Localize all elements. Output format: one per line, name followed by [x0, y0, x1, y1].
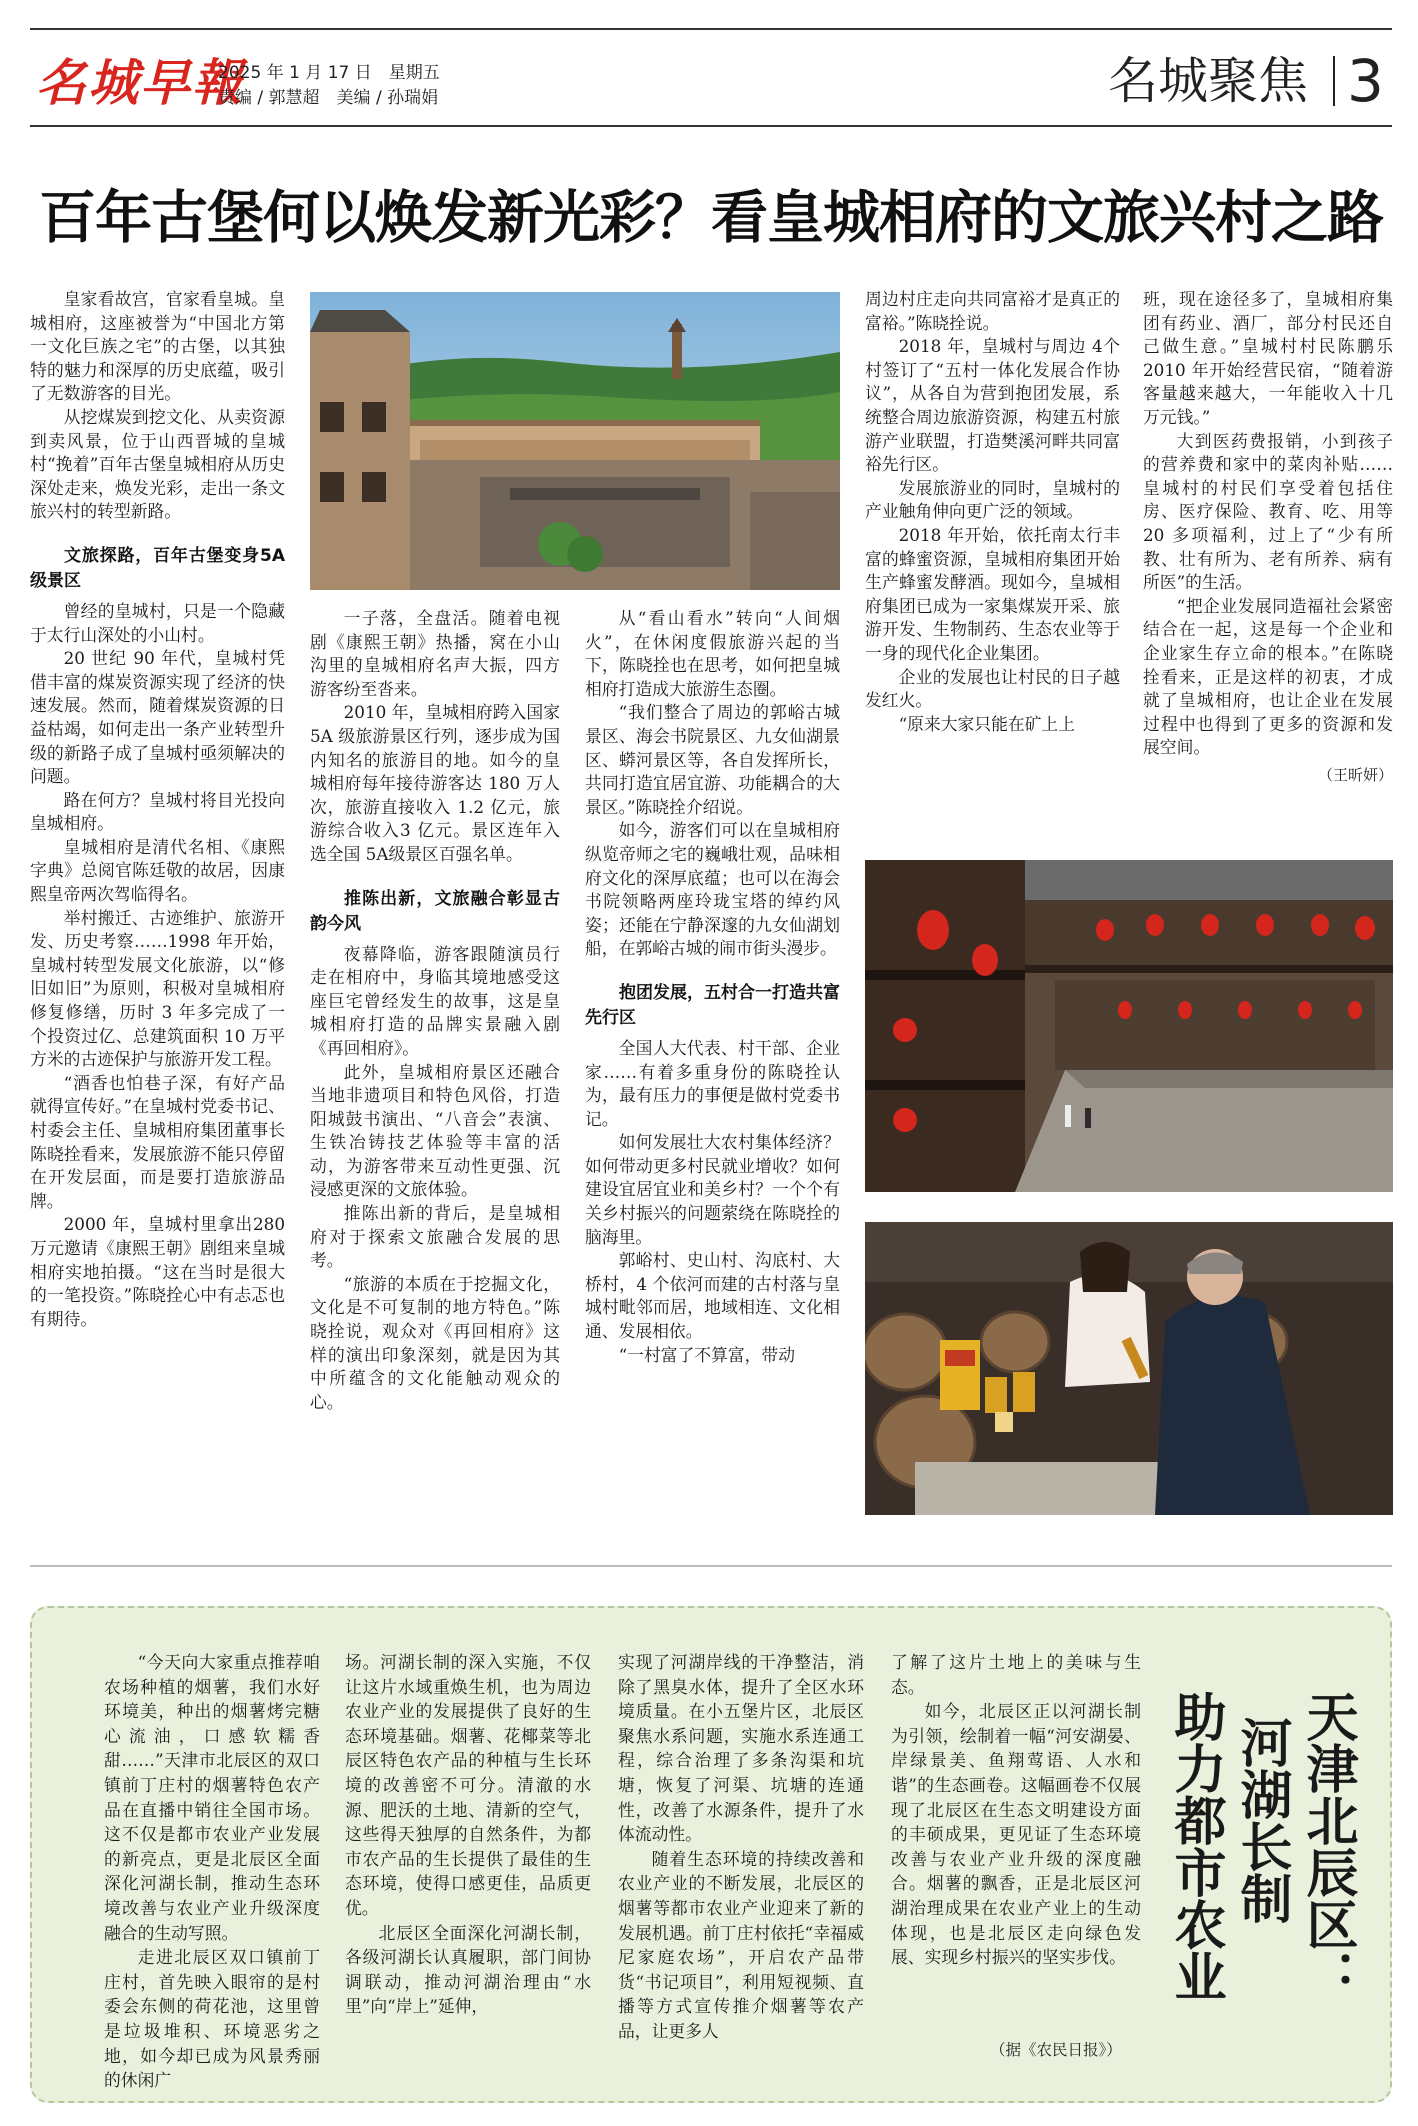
paragraph: 2018 年开始，依托南太行丰富的蜂蜜资源，皇城相府集团开始生产蜂蜜发酵酒。现如今，皇城相府集团已成为一家集煤炭开采、旅游开发、生物制药、生态农业等于一身的现代化企业集团。: [865, 524, 1120, 663]
paragraph-continued: 周边村庄走向共同富裕才是真正的富裕。”陈晓拴说。: [865, 289, 1120, 333]
winery-cellar-photo: [865, 1222, 1393, 1515]
paragraph-continued: 班，现在途径多了，皇城相府集团有药业、酒厂，部分村民还自己做生意。”皇城村村民陈鹏乐 2010 年开始经营民宿，“随着游客量越来越大，一年能收入十几万元钱。”: [1143, 289, 1393, 427]
castle-village-photo: [310, 292, 840, 590]
author-byline: （王昕妍）: [1317, 765, 1393, 784]
paragraph: 全国人大代表、村干部、企业家……有着多重身份的陈晓拴认为，最有压力的事便是做村党委书记。: [585, 1037, 840, 1129]
section-separator: [1333, 56, 1335, 106]
paragraph: 曾经的皇城村，只是一个隐藏于太行山深处的小山村。: [30, 600, 285, 645]
paragraph: 随着生态环境的持续改善和农业产业的不断发展，北辰区的烟薯等都市农业产业迎来了新的发展机遇。前丁庄村依托“幸福威尼家庭农场”，开启农产品带货“书记项目”，利用短视频、直播等方式宣传推介烟薯等农产品，让更多人: [618, 1848, 864, 2041]
section-subheading: 文旅探路，百年古堡变身5A 级景区: [30, 545, 285, 591]
paragraph-continued: 了解了这片土地上的美味与生态。: [891, 1652, 1141, 1697]
paragraph: “旅游的本质在于挖掘文化，文化是不可复制的地方特色。”陈晓拴说，观众对《再回相府》这样的演出印象深刻，就是因为其中所蕴含的文化能触动观众的心。: [310, 1273, 560, 1412]
courtyard-lanterns-photo: [865, 860, 1393, 1192]
article-column-5: [1143, 288, 1393, 838]
article-column-4: [865, 288, 1120, 838]
paragraph: 2000 年，皇城村里拿出280 万元邀请《康熙王朝》剧组来皇城相府实地拍摄。“这在当时是很大的一笔投资。”陈晓拴心中有忐忑也有期待。: [30, 1214, 285, 1329]
box-vertical-title: [1162, 1690, 1392, 2050]
paragraph: “酒香也怕巷子深，有好产品就得宣传好。”在皇城村党委书记、村委会主任、皇城相府集团董事长陈晓拴看来，发展旅游不能只停留在开发层面，而是要打造旅游品牌。: [30, 1072, 285, 1211]
header-top-rule: [30, 28, 1392, 30]
paragraph: 此外，皇城相府景区还融合当地非遗项目和特色风俗，打造阳城鼓书演出、“八音会”表演、生铁冶铸技艺体验等丰富的活动，为游客带来互动性更强、沉浸感更深的文旅体验。: [310, 1061, 560, 1200]
section-divider: [30, 1565, 1392, 1567]
box-title-line-3: 助力都市农业: [1165, 1690, 1225, 2002]
paragraph: 发展旅游业的同时，皇城村的产业触角伸向更广泛的领域。: [865, 477, 1120, 522]
paragraph: 皇家看故宫，官家看皇城。皇城相府，这座被誉为“中国北方第一文化巨族之宅”的古堡，以其独特的魅力和深厚的历史底蕴，吸引了无数游客的目光。: [30, 289, 285, 404]
paragraph: “把企业发展同造福社会紧密结合在一起，这是每一个企业和企业家生存立命的根本。”在陈晓拴看来，正是这样的初衷，才成就了皇城相府，也让企业在发展过程中也得到了更多的资源和发展空间。: [1143, 595, 1393, 758]
paragraph: 2010 年，皇城相府跨入国家 5A 级旅游景区行列，逐步成为国内知名的旅游目的地。如今的皇城相府每年接待游客达 180 万人次，旅游直接收入 1.2 亿元，旅游综合收入3 亿元。景区连年入选全国 5A级景区百强名单。: [310, 702, 560, 864]
paragraph: 皇城相府是清代名相、《康熙字典》总阅官陈廷敬的故居，因康熙皇帝两次驾临得名。: [30, 836, 285, 905]
paragraph: 如今，北辰区正以河湖长制为引领，绘制着一幅“河安湖晏、岸绿景美、鱼翔莺语、人水和谐”的生态画卷。这幅画卷不仅展现了北辰区在生态文明建设方面的丰硕成果，更见证了生态环境改善与农业产业升级的深度融合。烟薯的飘香，正是北辰区河湖治理成果在农业产业上的生动体现，也是北辰区走向绿色发展、实现乡村振兴的坚实步伐。: [891, 1701, 1141, 1968]
article-column-3: [585, 607, 840, 1523]
paragraph: 从“看山看水”转向“人间烟火”，在休闲度假旅游兴起的当下，陈晓拴也在思考，如何把皇城相府打造成大旅游生态圈。: [585, 608, 840, 699]
section-title: 名城聚焦: [1108, 52, 1308, 110]
castle-village-illustration: [310, 292, 840, 590]
paragraph: 20 世纪 90 年代，皇城村凭借丰富的煤炭资源实现了经济的快速发展。然而，随着煤炭资源的日益枯竭，如何走出一条产业转型升级的新路子成了皇城村亟须解决的问题。: [30, 648, 285, 787]
paragraph: 夜幕降临，游客跟随演员行走在相府中，身临其境地感受这座巨宅曾经发生的故事，这是皇城相府打造的品牌实景融入剧《再回相府》。: [310, 943, 560, 1058]
box-column-3: [618, 1650, 864, 2090]
paragraph: “一村富了不算富，带动: [618, 1344, 795, 1365]
box-column-1: [104, 1650, 320, 2090]
newspaper-masthead: 名城早報: [36, 53, 244, 112]
box-title-line-2: 河湖长制: [1231, 1716, 1291, 1924]
paragraph: 如何发展壮大农村集体经济？如何带动更多村民就业增收？如何建设宜居宜业和美乡村？一个个有关乡村振兴的问题萦绕在陈晓拴的脑海里。: [585, 1132, 840, 1247]
paragraph: 郭峪村、史山村、沟底村、大桥村，4 个依河而建的古村落与皇城村毗邻而居，地域相连、文化相通、发展相依。: [585, 1250, 840, 1342]
paragraph: 如今，游客们可以在皇城相府纵览帝师之宅的巍峨壮观，品味相府文化的深厚底蕴；也可以在海会书院领略两座玲珑宝塔的绰约风姿；还能在宁静深邃的九女仙湖划船，在郭峪古城的闹市街头漫步。: [585, 820, 840, 959]
winery-illustration: [865, 1222, 1393, 1515]
header-bottom-rule: [30, 125, 1392, 127]
paragraph: 推陈出新的背后，是皇城相府对于探索文旅融合发展的思考。: [310, 1203, 560, 1271]
box-column-2: [345, 1650, 591, 2090]
paragraph: “我们整合了周边的郭峪古城景区、海会书院景区、九女仙湖景区、蟒河景区等，各自发挥所长，共同打造宜居宜游、功能耦合的大景区。”陈晓拴介绍说。: [585, 702, 840, 817]
courtyard-illustration: [865, 860, 1393, 1192]
editor-credits: 责编 / 郭慧超 美编 / 孙瑞娟: [218, 88, 439, 108]
paragraph: 企业的发展也让村民的日子越发红火。: [865, 666, 1120, 711]
box-title-line-1: 天津北辰区：: [1297, 1690, 1357, 2002]
paragraph: 从挖煤炭到挖文化、从卖资源到卖风景，位于山西晋城的皇城村“挽着”百年古堡皇城相府从历史深处走来，焕发光彩，走出一条文旅兴村的转型新路。: [30, 406, 285, 522]
paragraph: 北辰区全面深化河湖长制，各级河湖长认真履职，部门间协调联动，推动河湖治理由“水里”向“岸上”延伸，: [345, 1922, 591, 2017]
paragraph: 一子落，全盘活。随着电视剧《康熙王朝》热播，窝在小山沟里的皇城相府名声大振，四方游客纷至沓来。: [310, 608, 560, 699]
box-source-byline: （据《农民日报》）: [990, 2041, 1122, 2059]
paragraph: 路在何方？皇城村将目光投向皇城相府。: [30, 789, 285, 834]
box-column-4: [891, 1650, 1141, 2070]
paragraph: 举村搬迁、古迹维护、旅游开发、历史考察……1998 年开始，皇城村转型发展文化旅游，以“修旧如旧”为原则，积极对皇城相府修复修缮，历时 3 年多完成了一个投资过亿、总建筑面积 10 万平方米的古迹保护与旅游开发工程。: [30, 907, 285, 1070]
paragraph: “原来大家只能在矿上上: [898, 713, 1075, 734]
paragraph: 走进北辰区双口镇前丁庄村，首先映入眼帘的是村委会东侧的荷花池，这里曾是垃圾堆积、环境恶劣之地，如今却已成为风景秀丽的休闲广: [104, 1947, 320, 2090]
paragraph-continued: 实现了河湖岸线的干净整洁，消除了黑臭水体，提升了全区水环境质量。在小五堡片区，北辰区聚焦水系问题，实施水系连通工程，综合治理了多条沟渠和坑塘，恢复了河渠、坑塘的连通性，改善了水源条件，提升了水体流动性。: [618, 1652, 864, 1845]
article-headline: 百年古堡何以焕发新光彩？看皇城相府的文旅兴村之路: [39, 185, 1383, 251]
page-number: 3: [1347, 47, 1384, 115]
section-subheading: 抱团发展，五村合一打造共富先行区: [585, 982, 840, 1028]
paragraph: 大到医药费报销，小到孩子的营养费和家中的菜肉补贴……皇城村的村民们享受着包括住房、医疗保险、教育、吃、用等 20 多项福利，过上了“少有所教、壮有所为、老有所养、病有所医”的生活。: [1143, 430, 1393, 593]
paragraph-continued: 场。河湖长制的深入实施，不仅让这片水域重焕生机，也为周边农业产业的发展提供了良好的生态环境基础。烟薯、花椰菜等北辰区特色农产品的种植与生长环境的改善密不可分。清澈的水源、肥沃的土地、清新的空气，这些得天独厚的自然条件，为都市农产品的生长提供了最佳的生态环境，使得口感更佳，品质更优。: [345, 1652, 591, 1918]
section-subheading: 推陈出新，文旅融合彰显古韵今风: [310, 888, 560, 934]
paragraph: “今天向大家重点推荐咱农场种植的烟薯，我们水好环境美，种出的烟薯烤完糖心流油，口感软糯香甜……”天津市北辰区的双口镇前丁庄村的烟薯特色农产品在直播中销往全国市场。这不仅是都市农业产业发展的新亮点，更是北辰区全面深化河湖长制，推动生态环境改善与农业产业升级深度融合的生动写照。: [104, 1652, 320, 1943]
article-column-2: [310, 607, 560, 1523]
paragraph: 2018 年，皇城村与周边 4个村签订了“五村一体化发展合作协议”，从各自为营到抱团发展，系统整合周边旅游资源，构建五村旅游产业联盟，打造樊溪河畔共同富裕先行区。: [865, 336, 1120, 475]
issue-date: 2025 年 1 月 17 日 星期五: [218, 63, 440, 83]
article-column-1: [30, 288, 285, 1523]
